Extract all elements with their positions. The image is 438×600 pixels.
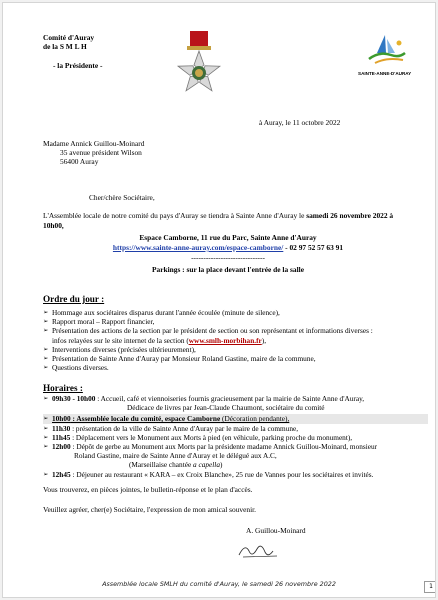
- agenda-item: ➢ Rapport moral – Rapport financier,: [43, 317, 423, 326]
- schedule-text: : Dépôt de gerbe au Monument aux Morts par la présidente madame Annick Guillou-Moinard, monsieur: [70, 442, 378, 452]
- org-line-2: de la S M L H: [43, 42, 87, 51]
- agenda-item-text: ),: [261, 335, 267, 345]
- schedule-text: : Déplacement vers le Monument aux Morts à pied (en véhicule, parking proche du monument),: [70, 432, 353, 442]
- schedule-time: 12h00: [52, 442, 71, 452]
- page-number: 1: [424, 581, 436, 593]
- agenda-item: ➢ Présentation de Sainte Anne d'Auray par Monsieur Roland Gastine, maire de la commune,: [43, 354, 423, 363]
- parking-info: Parkings : sur la place devant l'entrée de la salle: [152, 265, 304, 274]
- org-line-1: Comité d'Auray: [43, 33, 95, 42]
- schedule-note: (Décoration pendante),: [220, 414, 290, 424]
- venue-line: Espace Camborne, 11 rue du Parc, Sainte Anne d'Auray: [139, 233, 317, 242]
- intro-paragraph: [43, 211, 413, 231]
- schedule-text: (Marseillaise chantée: [129, 460, 194, 470]
- venue-link[interactable]: https://www.sainte-anne-auray.com/espace-camborne/: [112, 243, 284, 252]
- intro-text: L'Assemblée locale de notre comité du pays d'Auray se tiendra à Sainte Anne d'Auray le: [43, 211, 307, 220]
- closing-formula: Veuillez agréer, cher(e) Sociétaire, l'expression de mon amical souvenir.: [43, 505, 257, 514]
- schedule-text: : Déjeuner au restaurant « KARA – ex Croix Blanche», 25 rue de Vannes pour les sociétaires et invités.: [70, 469, 374, 479]
- schedule-item: [43, 414, 428, 423]
- signature-icon: [235, 539, 283, 561]
- schedule-time: 10h00: [52, 414, 71, 424]
- signature-name: A. Guillou-Moinard: [246, 526, 306, 535]
- venue-phone: - 02 97 52 57 63 91: [283, 243, 344, 252]
- recipient-city: 56400 Auray: [60, 157, 99, 166]
- agenda-item: [43, 326, 423, 344]
- schedule-text: Roland Gastine, maire de Sainte Anne d'Auray et le délégué aux A.C,: [74, 451, 277, 461]
- schedule-item: [43, 470, 428, 479]
- schedule-time: 11h30: [52, 423, 71, 433]
- schedule-text: : présentation de la ville de Sainte Anne d'Auray par le maire de la commune,: [70, 423, 299, 433]
- schedule-item: [43, 424, 428, 433]
- venue-separator: ------------------------------: [191, 253, 265, 262]
- schedule-text: Dédicace de livres par Jean-Claude Chaumont, sociétaire du comité: [127, 403, 325, 413]
- schedule-time: 11h45: [52, 432, 71, 442]
- schedule-list: [43, 394, 428, 479]
- agenda-item: ➢ Interventions diverses (précisées ultérieurement),: [43, 345, 423, 354]
- document-page: [2, 2, 436, 598]
- schedule-item: [43, 442, 428, 470]
- agenda-item: ➢ Hommage aux sociétaires disparus durant l'année écoulée (minute de silence),: [43, 308, 423, 317]
- legion-honour-medal-icon: [175, 31, 223, 103]
- schedule-time: 09h30 - 10h00: [52, 394, 96, 403]
- date-line: à Auray, le 11 octobre 2022: [259, 118, 341, 127]
- agenda-item-text: infos relayées sur le site internet de la section (: [52, 335, 189, 345]
- schedule-time: 12h45: [52, 469, 71, 479]
- venue-contact: [43, 243, 413, 252]
- agenda-title: Ordre du jour :: [43, 294, 105, 304]
- logo-caption: SAINTE-ANNE-D'AURAY: [358, 71, 412, 76]
- salutation: Cher/chère Sociétaire,: [89, 193, 155, 202]
- attachments-note: Vous trouverez, en pièces jointes, le bulletin-réponse et le plan d'accès.: [43, 485, 253, 494]
- sainte-anne-logo-icon: [365, 33, 409, 69]
- schedule-text: ): [219, 460, 223, 470]
- agenda-item-text: Présentation des actions de la section par le président de section ou son représentant et informations diverses :: [52, 326, 373, 336]
- schedule-text: : Assemblée locale du comité, espace Camborne: [70, 414, 221, 424]
- schedule-item: [43, 394, 428, 412]
- recipient-street: 35 avenue président Wilson: [60, 148, 142, 157]
- president-role: - la Présidente -: [53, 61, 103, 70]
- schedule-title: Horaires :: [43, 383, 83, 393]
- schedule-text: : Accueil, café et viennoiseries fournis gracieusement par la mairie de Sainte Anne d'Auray,: [95, 394, 365, 403]
- schedule-text: a capella: [193, 460, 220, 470]
- recipient-name: Madame Annick Guillou-Moinard: [43, 139, 145, 148]
- page-footer: Assemblée locale SMLH du comité d'Auray, le samedi 26 novembre 2022: [102, 580, 336, 588]
- meeting-date: samedi 26 novembre 2022 à 10h00,: [43, 211, 394, 230]
- agenda-list: [43, 308, 423, 372]
- schedule-item: [43, 433, 428, 442]
- agenda-item: ➢ Questions diverses.: [43, 363, 423, 372]
- section-website-link[interactable]: www.smlh-morbihan.fr: [188, 335, 262, 345]
